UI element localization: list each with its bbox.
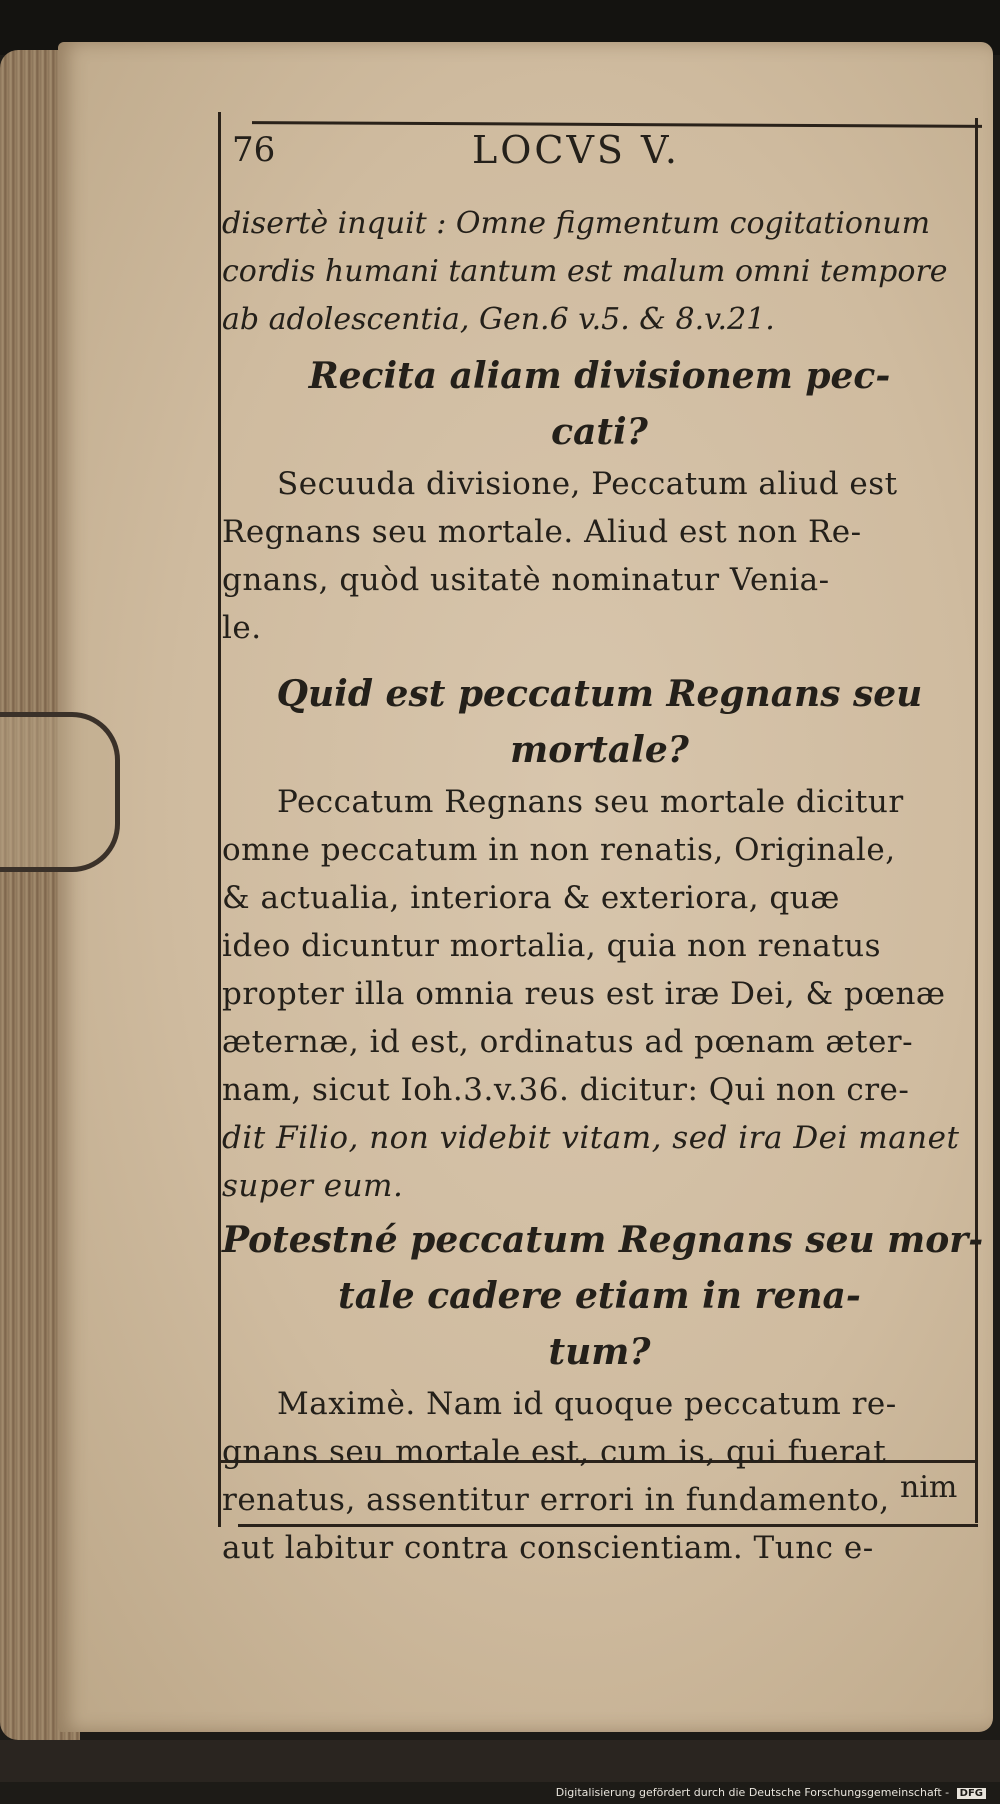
- paragraph-line: omne peccatum in non renatis, Originale,: [222, 832, 896, 868]
- question-line: cati?: [551, 411, 648, 453]
- question-line: mortale?: [510, 729, 689, 771]
- paragraph-line: super eum.: [222, 1168, 404, 1204]
- paragraph-line: dit Filio, non videbit vitam, sed ira Dei manet: [222, 1120, 960, 1156]
- paragraph-line: ideo dicuntur mortalia, quia non renatus: [222, 928, 882, 964]
- paragraph-line: Secuuda divisione, Peccatum aliud est: [277, 466, 898, 502]
- question-heading: [222, 1212, 984, 1380]
- text-line: ab adolescentia, Gen.6 v.5. & 8.v.21.: [222, 302, 775, 337]
- bottom-strip: [0, 1740, 1000, 1782]
- question-line: Quid est peccatum Regnans seu: [276, 673, 923, 715]
- answer-paragraph: [222, 460, 977, 652]
- paragraph-line: Regnans seu mortale. Aliud est non Re-: [222, 514, 862, 550]
- answer-paragraph: [222, 1380, 977, 1572]
- answer-paragraph: [222, 778, 977, 1210]
- question-line: Potestné peccatum Regnans seu mor-: [222, 1219, 984, 1261]
- running-head: LOCVS V.: [472, 128, 680, 172]
- dfg-logo: DFG: [957, 1788, 986, 1799]
- page-header: [222, 118, 977, 178]
- paragraph-line: nam, sicut Ioh.3.v.36. dicitur: Qui non cre-: [222, 1072, 910, 1108]
- paragraph-line: aut labitur contra conscientiam. Tunc e-: [222, 1530, 874, 1566]
- question-line: tale cadere etiam in rena-: [338, 1275, 861, 1317]
- paragraph-line: renatus, assentitur errori in fundamento,: [222, 1482, 890, 1518]
- paragraph-line: propter illa omnia reus est iræ Dei, & pœnæ: [222, 976, 946, 1012]
- question-line: Recita aliam divisionem pec-: [308, 355, 891, 397]
- paragraph-line: Peccatum Regnans seu mortale dicitur: [277, 784, 904, 820]
- paragraph-line: æternæ, id est, ordinatus ad pœnam æter-: [222, 1024, 914, 1060]
- digitization-credit: [556, 1786, 986, 1799]
- paragraph-line: Maximè. Nam id quoque peccatum re-: [277, 1386, 897, 1422]
- paragraph-line: gnans seu mortale est, cum is, qui fuerat: [222, 1434, 887, 1470]
- question-line: tum?: [548, 1331, 651, 1373]
- text-line: disertè inquit : Omne figmentum cogitationum: [222, 206, 931, 241]
- clasp-tab: [0, 712, 120, 872]
- catchword: nim: [900, 1470, 958, 1505]
- paragraph-line: le.: [222, 610, 262, 646]
- page-number: 76: [232, 130, 276, 170]
- paragraph-line: gnans, quòd usitatè nominatur Venia-: [222, 562, 830, 598]
- frame-left-rule: [218, 112, 221, 1527]
- text-line: cordis humani tantum est malum omni tempore: [222, 254, 948, 289]
- question-heading: [222, 348, 977, 460]
- page-text: [222, 118, 984, 1572]
- paragraph-line: & actualia, interiora & exteriora, quæ: [222, 880, 840, 916]
- credit-text: Digitalisierung gefördert durch die Deutsche Forschungsgemeinschaft -: [555, 1786, 950, 1799]
- question-heading: [222, 666, 977, 778]
